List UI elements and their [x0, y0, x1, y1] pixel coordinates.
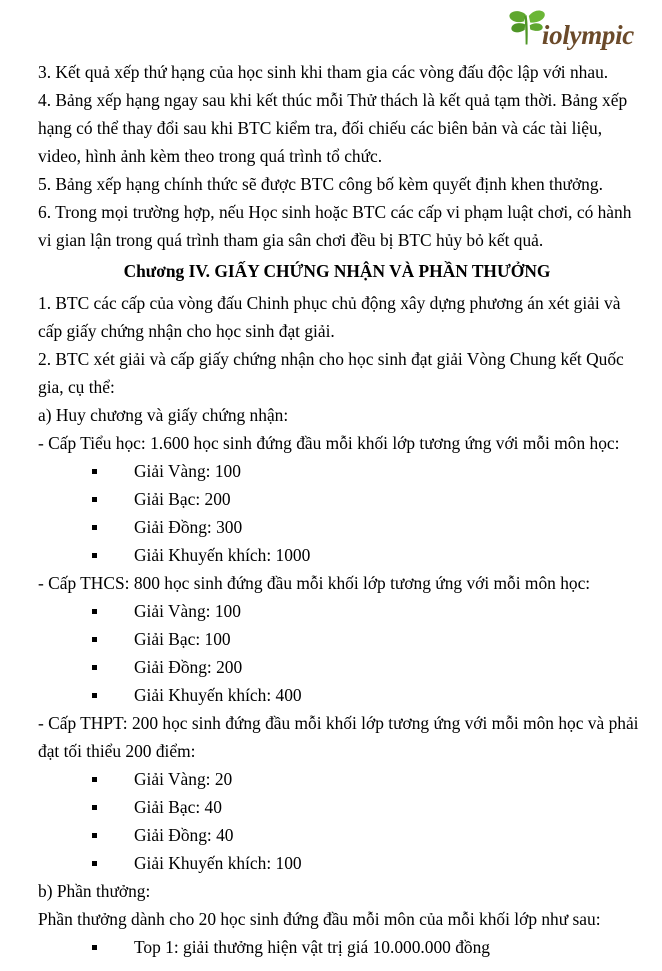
square-bullet-icon	[92, 777, 97, 782]
square-bullet-icon	[92, 553, 97, 558]
list-item	[0, 457, 662, 485]
list-item	[0, 541, 662, 569]
award-label: Giải Khuyến khích: 100	[134, 853, 302, 873]
award-label: Giải Bạc: 200	[134, 489, 231, 509]
square-bullet-icon	[92, 497, 97, 502]
square-bullet-icon	[92, 665, 97, 670]
square-bullet-icon	[92, 945, 97, 950]
award-label: Giải Vàng: 100	[134, 461, 241, 481]
square-bullet-icon	[92, 469, 97, 474]
award-list-phan-thuong	[0, 933, 662, 961]
list-item	[0, 625, 662, 653]
square-bullet-icon	[92, 637, 97, 642]
award-list-tieu-hoc	[0, 457, 662, 569]
level-heading-tieu-hoc: - Cấp Tiểu học: 1.600 học sinh đứng đầu mỗi khối lớp tương ứng với mỗi môn học:	[38, 433, 620, 453]
level-heading-thpt: - Cấp THPT: 200 học sinh đứng đầu mỗi khối lớp tương ứng với mỗi môn học và phải đạt tối thiểu 200 điểm:	[38, 713, 639, 761]
clause-paragraph: 3. Kết quả xếp thứ hạng của học sinh khi tham gia các vòng đấu độc lập với nhau.	[38, 62, 609, 82]
square-bullet-icon	[92, 609, 97, 614]
section-a-label: a) Huy chương và giấy chứng nhận:	[38, 405, 289, 425]
award-label: Giải Đồng: 300	[134, 517, 243, 537]
list-item	[0, 765, 662, 793]
violympic-logo	[504, 4, 636, 52]
level-heading-thcs: - Cấp THCS: 800 học sinh đứng đầu mỗi khối lớp tương ứng với mỗi môn học:	[38, 573, 591, 593]
square-bullet-icon	[92, 805, 97, 810]
logo-wordmark: iolympic	[541, 19, 634, 50]
square-bullet-icon	[92, 693, 97, 698]
award-label: Giải Khuyến khích: 400	[134, 685, 302, 705]
list-item	[0, 793, 662, 821]
chapter-heading: Chương IV. GIẤY CHỨNG NHẬN VÀ PHẦN THƯỞNG	[123, 261, 551, 281]
award-label: Giải Đồng: 200	[134, 657, 243, 677]
page-header	[0, 0, 662, 58]
square-bullet-icon	[92, 525, 97, 530]
list-item	[0, 821, 662, 849]
award-label: Giải Vàng: 100	[134, 601, 241, 621]
clause-paragraph: 4. Bảng xếp hạng ngay sau khi kết thúc mỗi Thử thách là kết quả tạm thời. Bảng xếp hạng có thể thay đổi sau khi BTC kiểm tra, đối chiếu các biên bản và các tài liệu, video, hình ảnh kèm theo trong quá trình tổ chức.	[38, 90, 628, 166]
section-b-intro: Phần thưởng dành cho 20 học sinh đứng đầu mỗi môn của mỗi khối lớp như sau:	[38, 909, 601, 929]
award-label: Giải Đồng: 40	[134, 825, 234, 845]
award-label: Top 1: giải thưởng hiện vật trị giá 10.000.000 đồng	[134, 937, 490, 957]
document-body	[0, 58, 662, 961]
square-bullet-icon	[92, 833, 97, 838]
award-label: Giải Vàng: 20	[134, 769, 233, 789]
award-list-thpt	[0, 765, 662, 877]
list-item	[0, 849, 662, 877]
list-item	[0, 597, 662, 625]
list-item	[0, 681, 662, 709]
clause-paragraph: 2. BTC xét giải và cấp giấy chứng nhận cho học sinh đạt giải Vòng Chung kết Quốc gia, cụ thể:	[38, 349, 624, 397]
award-label: Giải Bạc: 40	[134, 797, 222, 817]
square-bullet-icon	[92, 861, 97, 866]
list-item	[0, 653, 662, 681]
section-b-label: b) Phần thưởng:	[38, 881, 151, 901]
award-label: Giải Khuyến khích: 1000	[134, 545, 311, 565]
list-item	[0, 513, 662, 541]
clause-paragraph: 5. Bảng xếp hạng chính thức sẽ được BTC công bố kèm quyết định khen thưởng.	[38, 174, 603, 194]
list-item	[0, 485, 662, 513]
award-list-thcs	[0, 597, 662, 709]
clause-paragraph: 6. Trong mọi trường hợp, nếu Học sinh hoặc BTC các cấp vi phạm luật chơi, có hành vi gian lận trong quá trình tham gia sân chơi đều bị BTC hủy bỏ kết quả.	[38, 202, 632, 250]
award-label: Giải Bạc: 100	[134, 629, 231, 649]
list-item	[0, 933, 662, 961]
clause-paragraph: 1. BTC các cấp của vòng đấu Chinh phục chủ động xây dựng phương án xét giải và cấp giấy chứng nhận cho học sinh đạt giải.	[38, 293, 621, 341]
